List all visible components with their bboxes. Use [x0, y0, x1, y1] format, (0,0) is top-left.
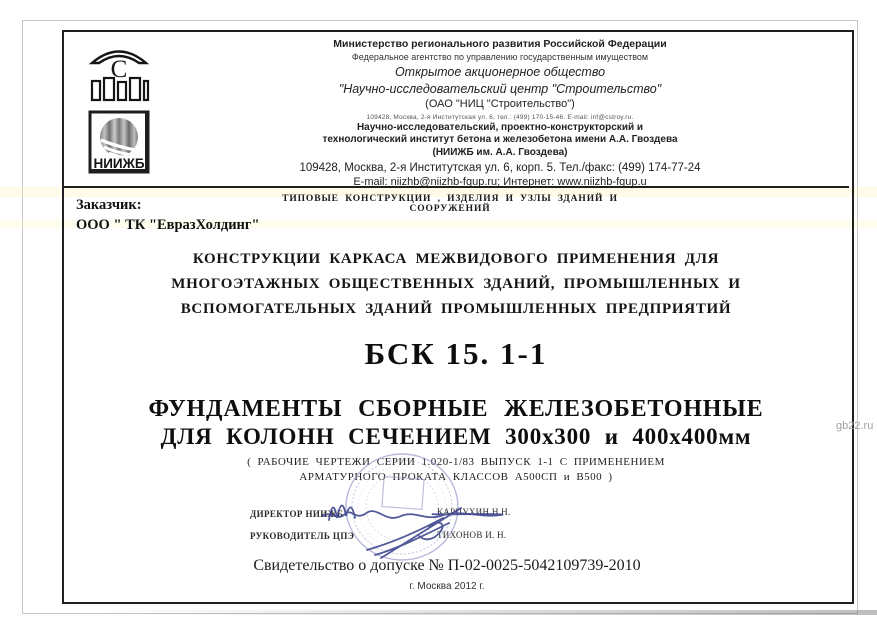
agency-line: Федеральное агентство по управлению государственным имуществом — [351, 51, 649, 62]
signature-name-head: ТИХОНОВ И. Н. — [437, 530, 507, 540]
letterhead — [170, 38, 830, 190]
signature-name-director: КАРПУХИН Н.Н. — [437, 507, 511, 517]
signature-role-head: РУКОВОДИТЕЛЬ ЦПЭ — [250, 531, 355, 541]
customer-name: ООО " ТК "ЕвразХолдинг" — [76, 217, 260, 233]
customer-block — [76, 197, 260, 234]
subject-line-1: ФУНДАМЕНТЫ СБОРНЫЕ ЖЕЛЕЗОБЕТОННЫЕ — [148, 396, 764, 422]
series-header: ТИПОВЫЕ КОНСТРУКЦИИ , ИЗДЕЛИЯ И УЗЛЫ ЗДАНИЙ И СООРУЖЕНИЙ — [282, 194, 618, 214]
series-code: БСК 15. 1-1 — [364, 336, 548, 371]
niizhb-logo-icon — [87, 110, 153, 176]
scan-shadow — [95, 610, 877, 615]
institute-line-1: Научно-исследовательский, проектно-конструкторский и — [356, 121, 644, 133]
title-line-3: ВСПОМОГАТЕЛЬНЫХ ЗДАНИЙ ПРОМЫШЛЕННЫХ ПРЕДПРИЯТИЙ — [180, 301, 732, 317]
subject-line-2: ДЛЯ КОЛОНН СЕЧЕНИЕМ 300х300 и 400х400мм — [160, 424, 752, 449]
company-line-1: Открытое акционерное общество — [394, 64, 606, 79]
signature-role-director: ДИРЕКТОР НИИЖБ — [250, 509, 344, 519]
institute-contacts: E-mail: niizhb@niizhb-fgup.ru; Интернет: www.niizhb-fgup.u — [353, 176, 647, 189]
institute-address: 109428, Москва, 2-я Институтская ул. 6, корп. 5. Тел./факс: (499) 174-77-24 — [299, 162, 701, 175]
ministry-line: Министерство регионального развития Российской Федерации — [333, 38, 667, 50]
logo-c-letter: С — [110, 56, 128, 83]
svg-text:НИИЖБ: НИИЖБ — [93, 156, 145, 171]
subject-note-1: ( РАБОЧИЕ ЧЕРТЕЖИ СЕРИИ 1.020-1/83 ВЫПУСК 1-1 С ПРИМЕНЕНИЕМ — [247, 456, 665, 468]
site-watermark: gb22.ru — [836, 420, 874, 432]
company-address-small: 109428, Москва, 2-я Институтская ул. 6, тел.: (499) 170-15-46. E-mail: inf@cstroy.ru. — [366, 113, 634, 121]
company-line-3: (ОАО "НИЦ "Строительство") — [425, 98, 575, 111]
subject-note-2: АРМАТУРНОГО ПРОКАТА КЛАССОВ А500СП и В500 ) — [299, 471, 613, 483]
document-title — [62, 247, 850, 322]
institute-line-2: технологический институт бетона и железобетона имени А.А. Гвоздева — [322, 134, 678, 146]
certificate-line: Свидетельство о допуске № П-02-0025-5042109739-2010 — [253, 557, 641, 574]
company-line-2: "Научно-исследовательский центр "Строительство" — [338, 82, 662, 97]
customer-label: Заказчик: — [76, 197, 142, 213]
institute-line-3: (НИИЖБ им. А.А. Гвоздева) — [432, 146, 568, 158]
title-line-1: КОНСТРУКЦИИ КАРКАСА МЕЖВИДОВОГО ПРИМЕНЕНИЯ ДЛЯ — [192, 251, 720, 267]
place-year-line: г. Москва 2012 г. — [409, 581, 485, 592]
title-line-2: МНОГОЭТАЖНЫХ ОБЩЕСТВЕННЫХ ЗДАНИЙ, ПРОМЫШЛЕННЫХ И — [171, 276, 741, 292]
nic-stroitelstvo-logo-icon — [88, 38, 150, 104]
